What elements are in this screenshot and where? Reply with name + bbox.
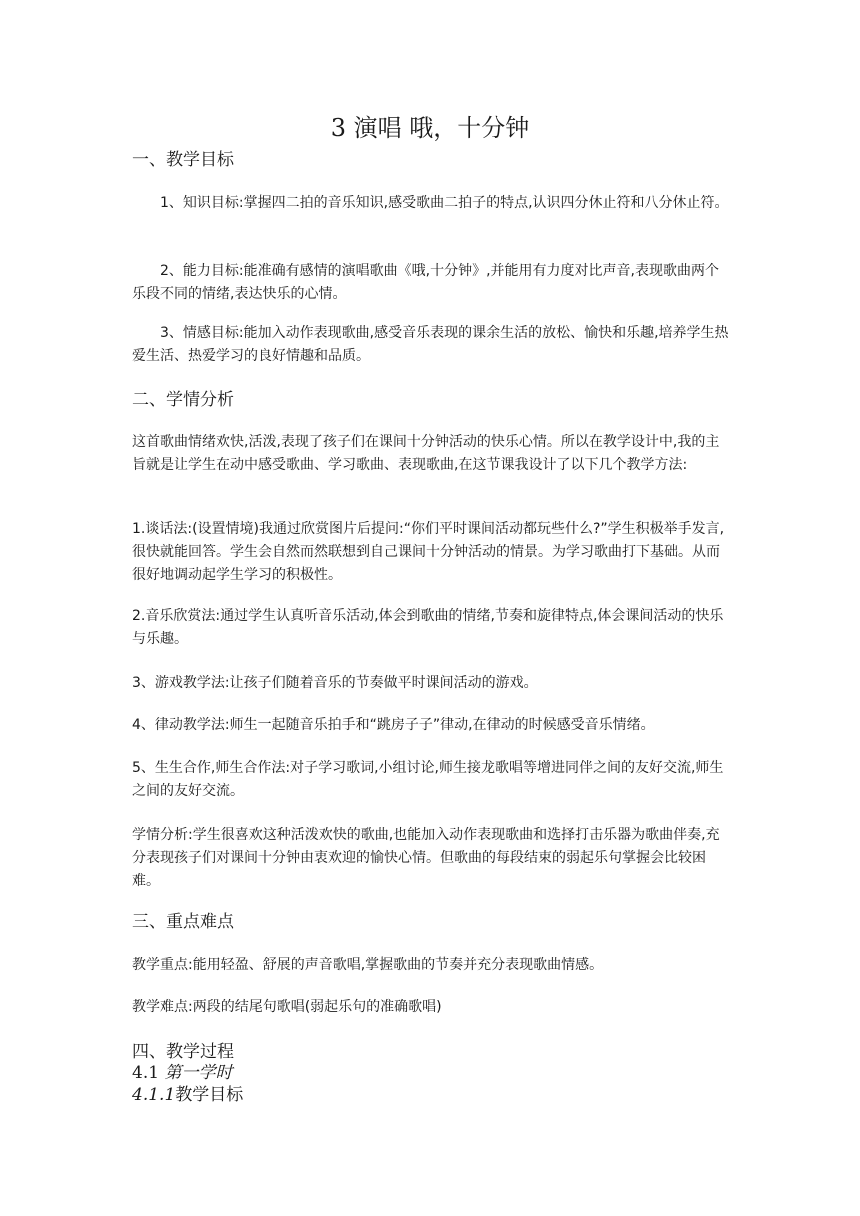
paragraph-emotion-goal: 3、情感目标:能加入动作表现歌曲,感受音乐表现的课余生活的放松、愉快和乐趣,培养学生热爱生活、热爱学习的良好情趣和品质。 — [132, 325, 729, 364]
paragraph-analysis-intro: 这首歌曲情绪欢快,活泼,表现了孩子们在课间十分钟活动的快乐心情。所以在教学设计中,我的主旨就是让学生在动中感受歌曲、学习歌曲、表现歌曲,在这节课我设计了以下几个教学方法: — [132, 434, 720, 473]
subheading-text: 教学目标 — [175, 1085, 244, 1105]
paragraph-method-game: 3、游戏教学法:让孩子们随着音乐的节奏做平时课间活动的游戏。 — [132, 675, 538, 691]
heading-key-difficulties: 三、重点难点 — [132, 912, 234, 932]
subheading-first-lesson — [132, 1062, 232, 1084]
subheading-number: 4.1 — [132, 1063, 160, 1083]
heading-learning-analysis: 二、学情分析 — [132, 390, 234, 410]
paragraph-method-talk: 1.谈话法:(设置情境)我通过欣赏图片后提问:“你们平时课间活动都玩些什么?”学生积极举手发言,很快就能回答。学生会自然而然联想到自己课间十分钟活动的情景。为学习歌曲打下基础。从而很好地调动起学生学习的积极性。 — [132, 521, 725, 583]
subheading-teaching-goal — [132, 1084, 243, 1106]
heading-teaching-process: 四、教学过程 — [132, 1042, 234, 1062]
paragraph-ability-goal: 2、能力目标:能准确有感情的演唱歌曲《哦,十分钟》,并能用有力度对比声音,表现歌曲两个乐段不同的情绪,表达快乐的心情。 — [132, 263, 719, 302]
paragraph-method-appreciation: 2.音乐欣赏法:通过学生认真听音乐活动,体会到歌曲的情绪,节奏和旋律特点,体会课间活动的快乐与乐趣。 — [132, 608, 724, 647]
paragraph-knowledge-goal: 1、知识目标:掌握四二拍的音乐知识,感受歌曲二拍子的特点,认识四分休止符和八分休止符。 — [160, 195, 729, 211]
paragraph-key-point: 教学重点:能用轻盈、舒展的声音歌唱,掌握歌曲的节奏并充分表现歌曲情感。 — [132, 957, 604, 973]
subheading-text: 第一学时 — [164, 1063, 233, 1083]
paragraph-method-cooperation: 5、生生合作,师生合作法:对子学习歌词,小组讨论,师生接龙歌唱等增进同伴之间的友好交流,师生之间的友好交流。 — [132, 760, 724, 799]
subheading-number: 4.1.1 — [132, 1085, 176, 1105]
paragraph-method-rhythm: 4、律动教学法:师生一起随音乐拍手和“跳房子子”律动,在律动的时候感受音乐情绪。 — [132, 717, 655, 733]
paragraph-learning-situation: 学情分析:学生很喜欢这种活泼欢快的歌曲,也能加入动作表现歌曲和选择打击乐器为歌曲伴奏,充分表现孩子们对课间十分钟由衷欢迎的愉快心情。但歌曲的每段结束的弱起乐句掌握会比较困难。 — [132, 827, 720, 889]
heading-teaching-goals: 一、教学目标 — [132, 150, 234, 170]
document-title: 3 演唱 哦，十分钟 — [330, 114, 530, 142]
paragraph-difficulty: 教学难点:两段的结尾句歌唱(弱起乐句的准确歌唱) — [132, 999, 442, 1015]
